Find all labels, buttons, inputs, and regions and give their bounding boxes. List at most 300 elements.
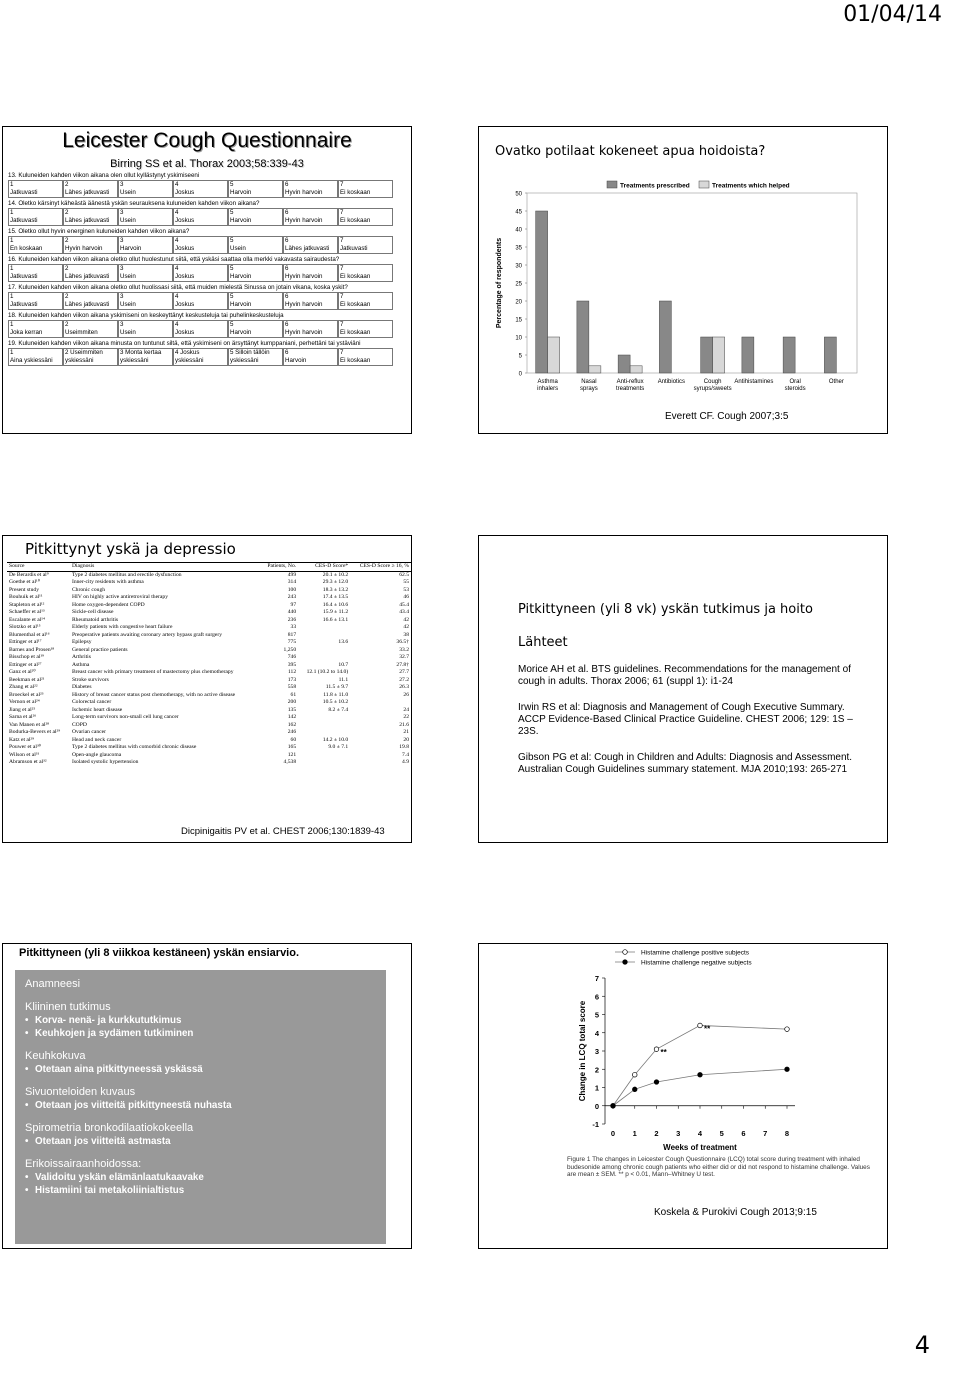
- data-point: [611, 1103, 616, 1108]
- table-cell: 21.6: [399, 721, 409, 728]
- legend-label: Treatments prescribed: [620, 182, 690, 190]
- x-tick-label: steroids: [784, 386, 806, 392]
- table-row: [7, 722, 411, 730]
- answer-option[interactable]: 3 Usein: [118, 208, 173, 226]
- reference-text: Dicpinigaitis PV et al. CHEST 2006;130:1839-43: [181, 826, 385, 837]
- x-tick-label: Nasal: [581, 379, 597, 385]
- answer-option[interactable]: 1 Jatkuvasti: [8, 208, 63, 226]
- table-cell: Ovarian cancer: [71, 729, 106, 735]
- table-cell: 4.9: [402, 759, 409, 765]
- slide-treatments: [478, 126, 888, 434]
- table-row: [7, 729, 411, 737]
- answer-option[interactable]: 2 Lähes jatkuvasti: [63, 208, 118, 226]
- x-tick-label: 4: [697, 1129, 703, 1138]
- slide-depression: [2, 535, 412, 843]
- table-cell: 16.4 ± 10.6: [322, 601, 349, 608]
- bullet-item: • Otetaan jos viitteitä pitkittyneestä nuhasta: [25, 1100, 376, 1111]
- answer-option[interactable]: 5 Silloin tällöin yskiessäni: [228, 348, 283, 366]
- question-item: [8, 200, 411, 226]
- table-row: [7, 639, 411, 647]
- question-text: 17. Kuluneiden kahden viikon aikana oletko ollut huolissasi siitä, että muiden mielestä Sinussa on jotain vikana, koska yskit?: [8, 284, 348, 291]
- table-cell: 26: [403, 691, 409, 698]
- answer-option[interactable]: 5 Usein: [228, 236, 283, 254]
- bullet-item: • Histamiini tai metakoliinialtistus: [25, 1185, 376, 1196]
- answer-option[interactable]: 2 Lähes jatkuvasti: [63, 180, 118, 198]
- answer-option[interactable]: 7 Ei koskaan: [338, 320, 393, 338]
- assessment-box: [15, 970, 386, 1244]
- x-tick-label: syrups/sweets: [693, 386, 732, 392]
- table-cell: 19.8: [399, 744, 409, 750]
- table-cell: 42: [403, 624, 409, 630]
- section-heading: Erikoissairaanhoidossa:: [25, 1158, 142, 1170]
- table-cell: 42: [403, 616, 409, 623]
- table-cell: 33: [290, 624, 297, 630]
- bar: [536, 211, 548, 373]
- column-header: Source: [7, 563, 70, 572]
- y-tick-label: 6: [594, 992, 599, 1002]
- table-cell: 33.2: [399, 646, 409, 653]
- table-cell: Present study: [9, 586, 39, 593]
- table-row: [7, 677, 411, 685]
- table-cell: [298, 714, 350, 722]
- table-row: [7, 624, 411, 632]
- table-row: [7, 571, 411, 579]
- table-cell: Stapleton et al¹²: [9, 601, 45, 608]
- bar: [548, 337, 560, 373]
- table-cell: 558: [287, 684, 297, 690]
- table-cell: Barnes and Prosen¹⁸: [9, 646, 55, 653]
- page-number: 4: [914, 1331, 930, 1359]
- table-cell: Sickle-cell disease: [71, 609, 114, 615]
- data-point: [632, 1087, 637, 1092]
- column-header: CES-D Score ≥ 16, %: [350, 563, 411, 572]
- section-heading: Kliininen tutkimus: [25, 1001, 111, 1013]
- bullet-item: • Korva- nenä- ja kurkkututkimus: [25, 1015, 376, 1026]
- data-point: [785, 1027, 790, 1032]
- table-row: [7, 759, 411, 767]
- column-header: CES-D Score*: [298, 563, 350, 572]
- table-cell: Open-angle glaucoma: [71, 751, 122, 758]
- answer-option[interactable]: 6 Hyvin harvoin: [283, 180, 338, 198]
- table-row: [7, 737, 411, 745]
- question-item: [8, 284, 411, 310]
- table-cell: 243: [287, 594, 297, 600]
- section-heading: Spirometria bronkodilaatiokokeella: [25, 1122, 194, 1134]
- x-axis-label: Weeks of treatment: [663, 1143, 737, 1152]
- answer-option[interactable]: 5 Harvoin: [228, 180, 283, 198]
- bar: [742, 337, 754, 373]
- bullet-item: • Validoitu yskän elämänlaatukaavake: [25, 1172, 376, 1183]
- table-cell: 12.1 (10.2 to 14.0): [306, 669, 349, 675]
- table-cell: Goethe et al¹⁰: [9, 579, 40, 585]
- answer-option[interactable]: 6 Hyvin harvoin: [283, 208, 338, 226]
- x-tick-label: Asthma: [537, 379, 558, 385]
- table-cell: Breast cancer with primary treatment of mastectomy plus chemotherapy: [71, 669, 234, 675]
- answer-option[interactable]: 4 Joskus: [173, 208, 228, 226]
- question-item: [8, 256, 411, 282]
- question-text: 16. Kuluneiden kahden viikon aikana oletko ollut huolestunut siitä, että yskäsi saattaa olla merkki vakavasta sairaudesta?: [8, 256, 340, 263]
- table-cell: 43.4: [399, 609, 409, 615]
- table-cell: 4,538: [283, 759, 297, 765]
- x-tick-label: Other: [828, 379, 844, 385]
- reference-text: Everett CF. Cough 2007;3:5: [665, 411, 789, 422]
- section-heading: Lähteet: [518, 635, 568, 650]
- answer-row: [8, 180, 393, 198]
- bar: [589, 366, 601, 373]
- slide-references: [478, 535, 888, 843]
- table-cell: Blumenthal et al¹⁶: [9, 631, 50, 638]
- table-cell: COPD: [71, 721, 87, 728]
- table-cell: 38: [403, 631, 409, 638]
- y-tick-label: 25: [515, 281, 522, 288]
- table-row: [7, 707, 411, 715]
- legend-label: Histamine challenge negative subjects: [641, 959, 752, 967]
- y-axis-label: Percentage of respondents: [496, 237, 503, 329]
- depression-table: [7, 562, 411, 767]
- table-cell: 26.3: [399, 684, 409, 690]
- answer-option[interactable]: 4 Joskus: [173, 180, 228, 198]
- table-cell: Long-term survivors non-small cell lung cancer: [71, 714, 179, 720]
- x-tick-label: 2: [654, 1129, 659, 1138]
- bar: [824, 337, 836, 373]
- table-cell: Head and neck cancer: [71, 736, 122, 743]
- table-cell: 36.5†: [396, 639, 409, 645]
- table-cell: Vernon et al²⁴: [9, 699, 40, 705]
- answer-option[interactable]: 2 Lähes jatkuvasti: [63, 292, 118, 310]
- bullet-list: [25, 1064, 376, 1075]
- table-cell: History of breast cancer status post chemotherapy, with no active disease: [71, 691, 236, 698]
- table-cell: 17.4 ± 13.5: [322, 594, 349, 600]
- y-tick-label: 5: [594, 1010, 599, 1020]
- y-axis-label: Change in LCQ total score: [578, 1000, 587, 1102]
- answer-option[interactable]: 3 Monta kertaa yskiessäni: [118, 348, 173, 366]
- slide-first-assessment: [2, 943, 412, 1249]
- reference-item: Irwin RS et al: Diagnosis and Management of Cough Executive Summary. ACCP Evidence-Based Clinical Practice Guideline. CHEST 2006; 129: 1S – 23S.: [518, 702, 853, 737]
- bar: [630, 366, 642, 373]
- answer-option[interactable]: 7 Ei koskaan: [338, 264, 393, 282]
- bullet-list: [25, 1100, 376, 1111]
- table-cell: 11.8 ± 11.0: [323, 691, 349, 698]
- table-cell: Diabetes: [71, 684, 92, 690]
- table-cell: 200: [287, 699, 297, 705]
- table-cell: 53: [403, 586, 409, 593]
- bullet-list: [25, 1136, 376, 1147]
- table-cell: Elderly patients with congestive heart failure: [71, 624, 173, 630]
- slide-lcq: [2, 126, 412, 434]
- answer-option[interactable]: 5 Harvoin: [228, 264, 283, 282]
- slide-title: Pitkittyneen (yli 8 viikkoa kestäneen) yskän ensiarvio.: [19, 947, 300, 959]
- data-point: [654, 1047, 659, 1052]
- x-tick-label: 7: [763, 1129, 768, 1138]
- table-cell: 24: [403, 706, 409, 713]
- slide-title: Ovatko potilaat kokeneet apua hoidoista?: [495, 144, 766, 159]
- table-cell: Asthma: [71, 661, 90, 668]
- answer-option[interactable]: 4 Joskus: [173, 236, 228, 254]
- table-cell: [298, 632, 350, 640]
- table-cell: 7.4: [402, 751, 409, 758]
- x-tick-label: Oral: [789, 379, 801, 385]
- table-row: [7, 752, 411, 760]
- table-cell: Pouwer et al³⁰: [9, 744, 41, 750]
- table-cell: 11.1: [338, 676, 349, 683]
- table-cell: Rheumatoid arthritis: [71, 616, 119, 623]
- table-cell: 22: [403, 714, 409, 720]
- table-cell: Type 2 diabetes mellitus and erectile dysfunction: [71, 571, 182, 578]
- question-item: [8, 340, 411, 366]
- table-cell: [298, 759, 350, 767]
- table-cell: Epilepsy: [71, 639, 92, 645]
- table-cell: 173: [287, 676, 297, 683]
- table-cell: 14.2 ± 10.0: [322, 736, 349, 743]
- answer-option[interactable]: 3 Harvoin: [118, 236, 173, 254]
- answer-option[interactable]: 6 Lähes jatkuvasti: [283, 236, 338, 254]
- table-row: [7, 699, 411, 707]
- table-cell: 21: [403, 729, 409, 735]
- reference-text: Koskela & Purokivi Cough 2013;9:15: [654, 1207, 817, 1218]
- answer-option[interactable]: 2 Hyvin harvoin: [63, 236, 118, 254]
- answer-option[interactable]: 3 Usein: [118, 320, 173, 338]
- y-tick-label: 0: [594, 1101, 599, 1111]
- table-cell: Ganz et al²⁰: [9, 669, 36, 675]
- x-tick-label: inhalers: [537, 386, 559, 392]
- table-cell: 45.4: [399, 601, 409, 608]
- answer-option[interactable]: 4 Joskus: [173, 264, 228, 282]
- x-tick-label: Anti-reflux: [616, 379, 644, 385]
- y-tick-label: 0: [518, 371, 522, 378]
- table-cell: 32.7: [399, 654, 409, 660]
- page-date: 01/04/14: [843, 2, 942, 27]
- table-cell: [298, 722, 350, 730]
- answer-option[interactable]: 5 Harvoin: [228, 292, 283, 310]
- table-row: [7, 579, 411, 587]
- table-row: [7, 684, 411, 692]
- table-cell: 165: [287, 744, 297, 750]
- x-tick-label: 6: [741, 1129, 746, 1138]
- answer-option[interactable]: 4 Joskus: [173, 320, 228, 338]
- question-text: 19. Kuluneiden kahden viikon aikana minusta on tuntunut siltä, että yskimiseni on ärsyttänyt kumppaniani, perhettäni tai ystäviäni: [8, 340, 361, 347]
- legend-swatch: [607, 181, 617, 188]
- x-tick-label: treatments: [615, 386, 645, 392]
- question-item: [8, 312, 411, 338]
- question-text: 18. Kuluneiden kahden viikon aikana yskimiseni on keskeyttänyt keskusteluja tai puhelinkeskusteluja: [8, 312, 284, 319]
- lcq-line-chart: [567, 946, 877, 1196]
- data-point: [698, 1023, 703, 1028]
- table-cell: Stroke survivors: [71, 676, 109, 683]
- figure-caption: Figure 1 The changes in Leicester Cough Questionnaire (LCQ) total score during treatment with inhaled budesonide among chronic cough patients who either did or did not respond to histamine challenge. Values are mean ± SEM. ** p < 0.01, Mann–Whitney U test.: [567, 1156, 870, 1178]
- y-tick-label: 1: [594, 1083, 599, 1093]
- table-cell: 61: [290, 691, 297, 698]
- y-tick-label: 3: [594, 1047, 599, 1056]
- answer-option[interactable]: 6 Harvoin: [283, 348, 338, 366]
- legend-label: Treatments which helped: [712, 182, 790, 190]
- x-tick-label: 5: [719, 1129, 724, 1138]
- bar: [659, 301, 671, 373]
- x-tick-label: 0: [610, 1129, 616, 1138]
- slide-subtitle: Birring SS et al. Thorax 2003;58:339-43: [110, 158, 304, 170]
- table-cell: [298, 752, 350, 760]
- answer-option[interactable]: 4 Joskus: [173, 292, 228, 310]
- bar: [701, 337, 713, 373]
- table-cell: Ettinger et al²⁷: [9, 661, 42, 668]
- table-cell: 10.5 ± 10.2: [322, 699, 349, 705]
- table-cell: 246: [287, 729, 297, 735]
- table-cell: Ischemic heart disease: [71, 706, 123, 713]
- data-point: [654, 1080, 659, 1085]
- answer-option[interactable]: 7 Ei koskaan: [338, 180, 393, 198]
- table-cell: Wilson et al³¹: [9, 751, 40, 758]
- answer-option[interactable]: 7 Ei koskaan: [338, 292, 393, 310]
- column-header: Patients, No.: [261, 563, 298, 572]
- table-row: [7, 617, 411, 625]
- table-cell: 46: [403, 594, 409, 600]
- y-tick-label: 5: [518, 353, 522, 360]
- table-cell: 16.6 ± 13.1: [322, 616, 349, 623]
- slide-lcq-change: [478, 943, 888, 1249]
- significance-marker: **: [660, 1048, 667, 1058]
- table-cell: 10.7: [338, 661, 349, 668]
- slide-title: Pitkittynyt yskä ja depressio: [25, 540, 236, 558]
- y-tick-label: 50: [515, 191, 522, 198]
- legend-swatch: [699, 181, 709, 188]
- table-cell: 13.6: [338, 639, 349, 645]
- x-tick-label: Antibiotics: [657, 379, 686, 385]
- table-cell: 9.0 ± 7.1: [328, 744, 349, 750]
- data-point: [785, 1067, 790, 1072]
- table-row: [7, 744, 411, 752]
- table-cell: Isolated systolic hypertension: [71, 759, 139, 765]
- answer-row: [8, 292, 393, 310]
- bar: [577, 301, 589, 373]
- answer-option[interactable]: 2 Lähes jatkuvasti: [63, 264, 118, 282]
- table-cell: 20: [403, 736, 409, 743]
- table-row: [7, 662, 411, 670]
- y-tick-label: 15: [515, 317, 522, 324]
- answer-option[interactable]: 5 Harvoin: [228, 208, 283, 226]
- answer-option[interactable]: 7 Jatkuvasti: [338, 236, 393, 254]
- table-cell: 100: [287, 586, 297, 593]
- table-cell: 55: [403, 579, 409, 585]
- answer-option[interactable]: 2 Useimmiten yskiessäni: [63, 348, 118, 366]
- answer-option[interactable]: 5 Harvoin: [228, 320, 283, 338]
- x-tick-label: 3: [676, 1129, 681, 1138]
- answer-option[interactable]: 1 Jatkuvasti: [8, 180, 63, 198]
- plot-area: [527, 193, 857, 373]
- table-cell: 8.2 ± 7.4: [328, 706, 349, 713]
- y-tick-label: 4: [594, 1028, 599, 1038]
- slide-title: Leicester Cough Questionnaire: [62, 129, 352, 152]
- y-tick-label: -1: [592, 1120, 599, 1129]
- table-cell: 395: [287, 661, 297, 668]
- answer-row: [8, 320, 393, 338]
- bullet-item: • Otetaan aina pitkittyneessä yskässä: [25, 1064, 376, 1075]
- table-row: [7, 692, 411, 700]
- table-cell: 121: [287, 751, 297, 758]
- bar: [618, 355, 630, 373]
- table-row: [7, 669, 411, 677]
- slide-title: Pitkittyneen (yli 8 vk) yskän tutkimus ja hoito: [518, 602, 813, 617]
- table-row: [7, 647, 411, 655]
- table-cell: [298, 647, 350, 655]
- legend-label: Histamine challenge positive subjects: [641, 949, 750, 957]
- x-tick-label: Cough: [703, 379, 722, 385]
- table-row: [7, 609, 411, 617]
- table-cell: 27.2: [399, 676, 409, 683]
- answer-option[interactable]: 6 Hyvin harvoin: [283, 320, 338, 338]
- x-tick-label: 8: [784, 1129, 790, 1138]
- question-item: [8, 172, 411, 198]
- legend-marker: [623, 960, 628, 965]
- table-cell: Home oxygen-dependent COPD: [71, 601, 145, 608]
- table-cell: 775: [287, 639, 297, 645]
- section-heading: Sivuonteloiden kuvaus: [25, 1086, 136, 1098]
- table-cell: 135: [287, 706, 297, 713]
- table-cell: Schaeffer et al¹³: [9, 609, 45, 615]
- answer-option[interactable]: 3 Usein: [118, 264, 173, 282]
- answer-option[interactable]: 1 Joka kerran: [8, 320, 63, 338]
- answer-option[interactable]: 1 En koskaan: [8, 236, 63, 254]
- answer-option[interactable]: 2 Useimmiten: [63, 320, 118, 338]
- answer-option[interactable]: 1 Jatkuvasti: [8, 292, 63, 310]
- table-cell: 499: [287, 571, 297, 578]
- y-tick-label: 7: [594, 974, 599, 983]
- table-cell: Inner-city residents with asthma: [71, 579, 144, 585]
- answer-option[interactable]: 1 Jatkuvasti: [8, 264, 63, 282]
- table-cell: Bouhuik et al¹¹: [9, 594, 43, 600]
- table-cell: 112: [287, 669, 297, 675]
- bullet-list: [25, 1172, 376, 1196]
- answer-option[interactable]: 7 Ei koskaan: [338, 348, 393, 366]
- x-tick-label: sprays: [580, 386, 598, 392]
- answer-option[interactable]: 6 Hyvin harvoin: [283, 292, 338, 310]
- y-tick-label: 30: [515, 263, 522, 270]
- y-tick-label: 20: [515, 299, 522, 306]
- question-list: [3, 172, 411, 366]
- table-cell: Zhang et al²²: [9, 684, 38, 690]
- table-cell: Bodurka-Bevers et al²⁹: [9, 729, 61, 735]
- table-cell: Chronic cough: [71, 586, 106, 593]
- table-cell: Broeckel et al²³: [9, 691, 44, 698]
- table-cell: 29.3 ± 12.0: [322, 579, 349, 585]
- table-cell: 27.8†: [396, 661, 409, 668]
- table-cell: Abramson et al³²: [9, 759, 47, 765]
- table-row: [7, 632, 411, 640]
- answer-option[interactable]: 1 Aina yskiessäni: [8, 348, 63, 366]
- table-row: [7, 654, 411, 662]
- table-row: [7, 714, 411, 722]
- table-cell: 18.3 ± 13.2: [322, 586, 349, 593]
- table-row: [7, 587, 411, 595]
- answer-option[interactable]: 4 Joskus yskiessäni: [173, 348, 228, 366]
- answer-option[interactable]: 6 Hyvin harvoin: [283, 264, 338, 282]
- answer-option[interactable]: 3 Usein: [118, 292, 173, 310]
- table-cell: 62.5: [399, 571, 409, 578]
- section-heading: Anamneesi: [25, 978, 81, 990]
- answer-option[interactable]: 3 Usein: [118, 180, 173, 198]
- section-heading: Keuhkokuva: [25, 1050, 86, 1062]
- figure-caption-wrap: [567, 1156, 877, 1196]
- column-header: Diagnosis: [70, 563, 261, 572]
- table-cell: 746: [287, 654, 297, 660]
- table-cell: [298, 624, 350, 632]
- table-cell: 20.1 ± 10.2: [322, 571, 349, 578]
- bullet-list: [25, 1015, 376, 1039]
- reference-item: Morice AH et al. BTS guidelines. Recommendations for the management of cough in adults. Thorax 2006; 61 (suppl 1): i1-24: [518, 664, 851, 687]
- answer-row: [8, 348, 393, 366]
- answer-option[interactable]: 7 Ei koskaan: [338, 208, 393, 226]
- answer-row: [8, 264, 393, 282]
- x-tick-label: Antihistamines: [734, 379, 774, 385]
- table-cell: 11.5 ± 9.7: [325, 684, 349, 690]
